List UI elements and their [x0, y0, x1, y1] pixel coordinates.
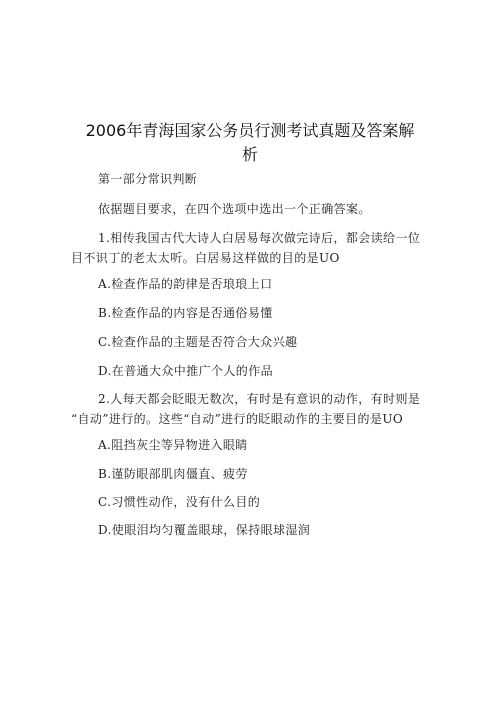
question-1-stem-line-1: 1.相传我国古代大诗人白居易每次做完诗后，都会读给一位: [98, 231, 421, 245]
question-2-option-a: A.阻挡灰尘等异物进入眼睛: [98, 438, 248, 452]
section-heading: 第一部分常识判断: [98, 172, 198, 186]
document-title-line-1: 2006年青海国家公务员行测考试真题及答案解: [85, 121, 415, 140]
question-2-option-b: B.谨防眼部肌肉僵直、疲劳: [98, 467, 248, 481]
question-1-stem-line-2: 目不识丁的老太太听。白居易这样做的目的是UO: [71, 251, 340, 265]
question-1-option-c: C.检查作品的主题是否符合大众兴趣: [98, 335, 298, 349]
question-2-option-c: C.习惯性动作，没有什么目的: [98, 495, 261, 509]
question-1-option-d: D.在普通大众中推广个人的作品: [98, 364, 274, 378]
instructions-text: 依据题目要求，在四个选项中选出一个正确答案。: [98, 202, 371, 216]
question-2-option-d: D.使眼泪均匀覆盖眼球，保持眼球湿润: [98, 523, 311, 537]
question-2-stem-line-1: 2.人每天都会眨眼无数次，有时是有意识的动作，有时则是: [98, 392, 421, 406]
document-title-line-2: 析: [241, 145, 258, 164]
question-1-option-a: A.检查作品的韵律是否琅琅上口: [98, 277, 273, 291]
question-2-stem-line-2: “自动”进行的。这些“自动”进行的眨眼动作的主要目的是UO: [71, 412, 404, 426]
question-1-option-b: B.检查作品的内容是否通俗易懂: [98, 306, 273, 320]
